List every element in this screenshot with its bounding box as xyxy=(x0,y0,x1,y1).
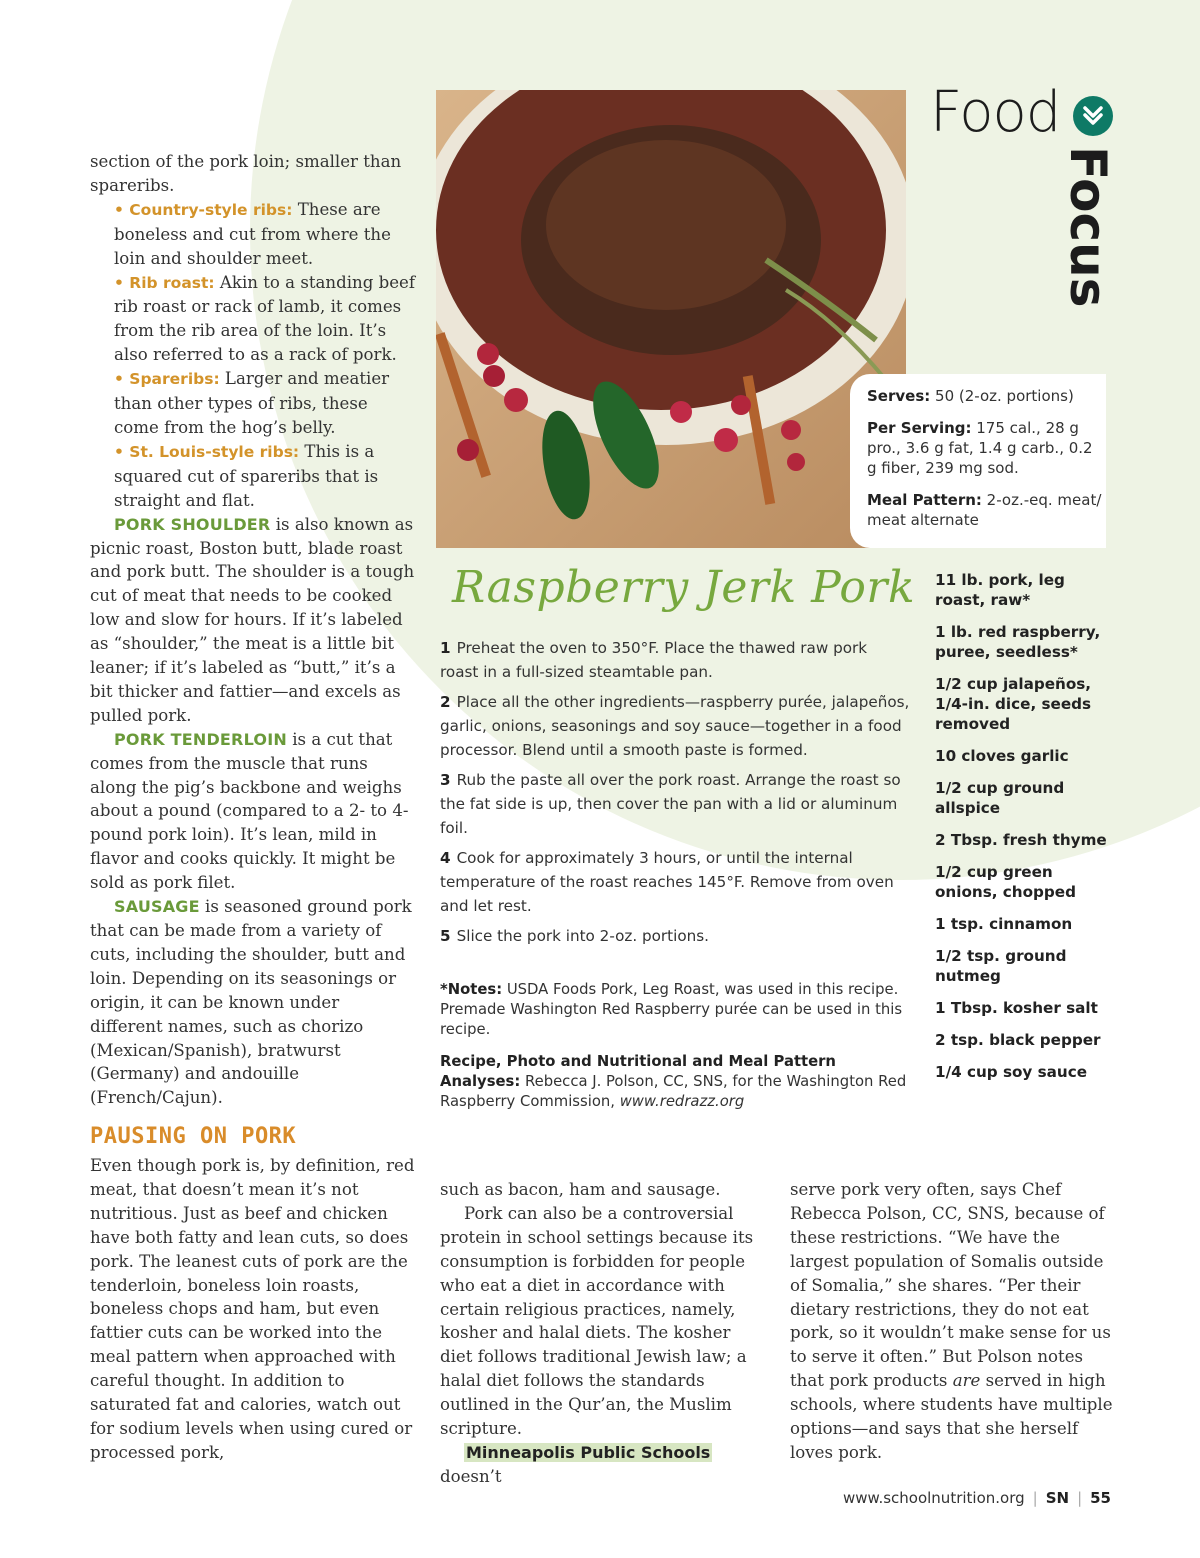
minneapolis-highlight: Minneapolis Public Schools xyxy=(466,1442,711,1462)
credits-link[interactable]: www.redrazz.org xyxy=(619,1093,745,1110)
step-4: 4 Cook for approximately 3 hours, or until the internal temperature of the roast reaches 145°F. Remove from oven and let rest. xyxy=(440,849,894,915)
pausing-paragraph-2a: such as bacon, ham and sausage. xyxy=(440,1180,721,1199)
left-paragraph-intro: section of the pork loin; smaller than spareribs. xyxy=(90,152,402,195)
ingredient-item: 1/2 tsp. ground nutmeg xyxy=(935,947,1067,985)
meal-pattern-line: Meal Pattern: 2-oz.-eq. meat/ meat alternate xyxy=(867,491,1102,529)
footer-magazine: SN xyxy=(1045,1489,1070,1507)
recipe-credits: Recipe, Photo and Nutritional and Meal Pattern Analyses: Rebecca J. Polson, CC, SNS, for the Washington Red Raspberry Commission, www.redrazz.org xyxy=(440,1053,907,1110)
ingredient-item: 1/2 cup green onions, chopped xyxy=(935,863,1076,901)
pausing-column-2 xyxy=(440,1178,760,1489)
step-2: 2 Place all the other ingredients—raspberry purée, jalapeños, garlic, onions, seasonings and soy sauce—together in a food processor. Blend until a smooth paste is formed. xyxy=(440,693,910,759)
ingredient-item: 10 cloves garlic xyxy=(935,747,1069,765)
left-column xyxy=(90,150,415,1110)
bullet-spareribs: • Spareribs: Larger and meatier than other types of ribs, these come from the hog’s belly. xyxy=(114,369,390,437)
pausing-column-1 xyxy=(90,1154,415,1465)
pork-shoulder-paragraph: PORK SHOULDER is also known as picnic roast, Boston butt, blade roast and pork butt. The shoulder is a tough cut of meat that needs to be cooked low and slow for hours. If it’s labeled as “shoulder,” the meat is a little bit leaner; if it’s labeled as “butt,” it’s a bit thicker and fattier—and excels as pulled pork. xyxy=(90,514,415,725)
pausing-paragraph-3: serve pork very often, says Chef Rebecca Polson, CC, SNS, because of these restrictions. “We have the largest population of Somalis outside of Somalia,” she shares. “Per their dietary restrictions, they do not eat pork, so it wouldn’t make sense for us to serve it often.” But Polson notes that pork products are served in high schools, where students have multiple options—and says that she herself loves pork. xyxy=(790,1180,1113,1462)
page-number: 55 xyxy=(1090,1489,1111,1507)
pork-tenderloin-paragraph: PORK TENDERLOIN is a cut that comes from the muscle that runs along the pig’s backbone and weighs about a pound (compared to a 2- to 4-pound pork loin). It’s lean, mild in flavor and cooks quickly. It might be sold as pork filet. xyxy=(90,729,409,893)
recipe-photo xyxy=(436,90,906,548)
pausing-heading: PAUSING ON PORK xyxy=(90,1124,297,1149)
bullet-st-louis: • St. Louis-style ribs: This is a squared cut of spareribs that is straight and flat. xyxy=(114,441,379,510)
per-serving-line: Per Serving: 175 cal., 28 g pro., 3.6 g fat, 1.4 g carb., 0.2 g fiber, 239 mg sod. xyxy=(867,419,1093,477)
recipe-steps xyxy=(440,636,910,954)
pausing-paragraph-2c: Minneapolis Public Schools doesn’t xyxy=(440,1442,711,1486)
pausing-paragraph-2b: Pork can also be a controversial protein in school settings because its consumption is forbidden for people who eat a diet in accordance with certain religious practices, namely, kosher and halal diets. The kosher diet follows traditional Jewish law; a halal diet follows the standards outlined in the Qur’an, the Muslim scripture. xyxy=(440,1203,754,1439)
ingredients-list xyxy=(935,570,1120,1094)
ingredient-item: 1/4 cup soy sauce xyxy=(935,1063,1088,1081)
recipe-notes: *Notes: USDA Foods Pork, Leg Roast, was used in this recipe. Premade Washington Red Raspberry purée can be used in this recipe. xyxy=(440,981,903,1038)
ingredient-item: 1 Tbsp. kosher salt xyxy=(935,999,1098,1017)
ingredient-item: 1/2 cup ground allspice xyxy=(935,779,1065,817)
footer-url[interactable]: www.schoolnutrition.org xyxy=(843,1489,1025,1507)
bullet-country-style: • Country-style ribs: These are boneless and cut from where the loin and shoulder meet. xyxy=(114,199,391,268)
bullet-rib-roast: • Rib roast: Akin to a standing beef rib roast or rack of lamb, it comes from the rib area of the loin. It’s also referred to as a rack of pork. xyxy=(114,272,416,365)
step-3: 3 Rub the paste all over the pork roast. Arrange the roast so the fat side is up, then cover the pan with a lid or aluminum foil. xyxy=(440,771,901,837)
step-5: 5 Slice the pork into 2-oz. portions. xyxy=(440,927,710,945)
serves-line: Serves: 50 (2-oz. portions) xyxy=(867,387,1074,405)
sausage-paragraph: SAUSAGE is seasoned ground pork that can be made from a variety of cuts, including the shoulder, butt and loin. Depending on its seasonings or origin, it can be known under different names, such as chorizo (Mexican/Spanish), bratwurst (Germany) and andouille (French/Cajun). xyxy=(90,897,412,1108)
ingredient-item: 2 tsp. black pepper xyxy=(935,1031,1101,1049)
step-1: 1 Preheat the oven to 350°F. Place the thawed raw pork roast in a full-sized steamtable pan. xyxy=(440,639,868,681)
ingredient-item: 1 lb. red raspberry, puree, seedless* xyxy=(935,623,1101,661)
page-footer: www.schoolnutrition.org | SN | 55 xyxy=(843,1489,1111,1507)
food-heading: Food xyxy=(930,80,1061,145)
ingredient-item: 2 Tbsp. fresh thyme xyxy=(935,831,1107,849)
pausing-column-3 xyxy=(790,1178,1115,1465)
ingredient-item: 11 lb. pork, leg roast, raw* xyxy=(935,571,1065,609)
serving-info-box xyxy=(850,374,1106,548)
focus-heading: Focus xyxy=(1059,146,1117,308)
ingredient-item: 1 tsp. cinnamon xyxy=(935,915,1073,933)
pausing-paragraph-1: Even though pork is, by definition, red meat, that doesn’t mean it’s not nutritious. Just as beef and chicken have both fatty and lean cuts, so does pork. The leanest cuts of pork are the tenderloin, boneless loin roasts, boneless chops and ham, but even fattier cuts can be worked into the meal pattern when approached with careful thought. In addition to saturated fat and calories, watch out for sodium levels when using cured or processed pork, xyxy=(90,1156,415,1462)
chevron-down-icon xyxy=(1073,96,1113,136)
recipe-title: Raspberry Jerk Pork xyxy=(452,562,916,613)
ingredient-item: 1/2 cup jalapeños, 1/4-in. dice, seeds removed xyxy=(935,675,1092,733)
